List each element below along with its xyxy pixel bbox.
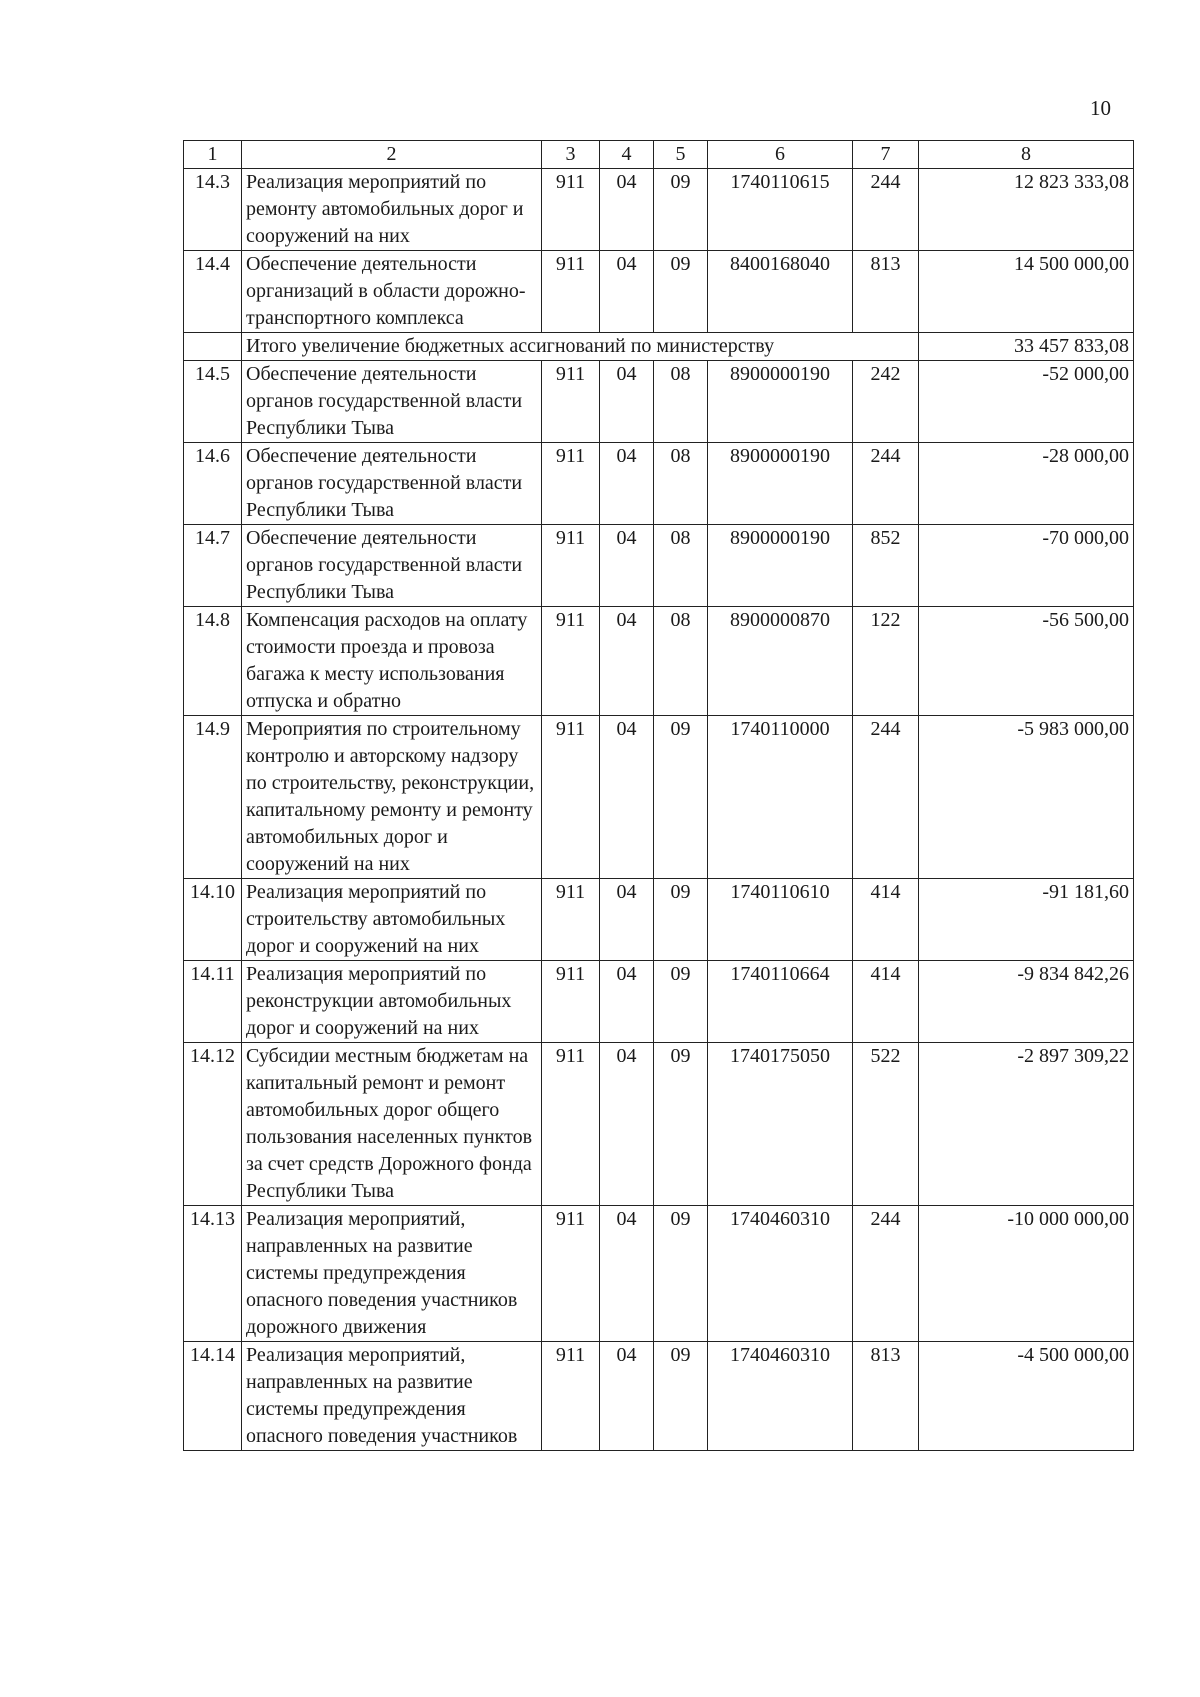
header-cell: 2: [242, 141, 542, 169]
header-cell: 7: [853, 141, 919, 169]
row-code-7: 852: [853, 525, 919, 607]
row-amount: -91 181,60: [919, 879, 1134, 961]
row-code-5: 09: [654, 1043, 708, 1206]
row-code-6: 8400168040: [708, 251, 853, 333]
row-code-6: 8900000870: [708, 607, 853, 716]
row-description: Компенсация расходов на оплату стоимости проезда и провоза багажа к месту использования отпуска и обратно: [242, 607, 542, 716]
row-code-7: 522: [853, 1043, 919, 1206]
total-row: [184, 333, 1134, 361]
rows-after-total: [184, 361, 1134, 1451]
row-number: 14.14: [184, 1342, 242, 1451]
row-code-3: 911: [542, 961, 600, 1043]
row-code-3: 911: [542, 716, 600, 879]
row-amount: -70 000,00: [919, 525, 1134, 607]
row-number: 14.11: [184, 961, 242, 1043]
row-code-4: 04: [600, 1043, 654, 1206]
row-number: 14.7: [184, 525, 242, 607]
row-code-3: 911: [542, 443, 600, 525]
table-row: [184, 1043, 1134, 1206]
header-cell: 5: [654, 141, 708, 169]
row-code-4: 04: [600, 525, 654, 607]
header-cell: 1: [184, 141, 242, 169]
table-row: [184, 443, 1134, 525]
row-number: 14.4: [184, 251, 242, 333]
row-description: Обеспечение деятельности органов государственной власти Республики Тыва: [242, 525, 542, 607]
row-code-4: 04: [600, 1206, 654, 1342]
row-code-4: 04: [600, 443, 654, 525]
row-description: Мероприятия по строительному контролю и авторскому надзору по строительству, реконструкции, капитальному ремонту и ремонту автомобильных дорог и сооружений на них: [242, 716, 542, 879]
table-row: [184, 361, 1134, 443]
row-number: 14.12: [184, 1043, 242, 1206]
table-row: [184, 1206, 1134, 1342]
row-code-3: 911: [542, 1206, 600, 1342]
total-label: Итого увеличение бюджетных ассигнований по министерству: [242, 333, 919, 361]
table-row: [184, 961, 1134, 1043]
rows-before-total: [184, 169, 1134, 333]
row-description: Обеспечение деятельности органов государственной власти Республики Тыва: [242, 443, 542, 525]
row-code-3: 911: [542, 1342, 600, 1451]
row-code-5: 09: [654, 1206, 708, 1342]
row-code-6: 1740110610: [708, 879, 853, 961]
row-description: Реализация мероприятий, направленных на развитие системы предупреждения опасного поведения участников дорожного движения: [242, 1206, 542, 1342]
row-code-7: 244: [853, 1206, 919, 1342]
row-description: Обеспечение деятельности организаций в области дорожно-транспортного комплекса: [242, 251, 542, 333]
row-code-5: 08: [654, 443, 708, 525]
row-amount: 12 823 333,08: [919, 169, 1134, 251]
row-code-5: 09: [654, 716, 708, 879]
row-amount: -4 500 000,00: [919, 1342, 1134, 1451]
row-code-4: 04: [600, 251, 654, 333]
row-code-5: 09: [654, 961, 708, 1043]
row-code-3: 911: [542, 607, 600, 716]
row-amount: -2 897 309,22: [919, 1043, 1134, 1206]
row-amount: -9 834 842,26: [919, 961, 1134, 1043]
row-amount: -28 000,00: [919, 443, 1134, 525]
table-row: [184, 169, 1134, 251]
row-code-5: 08: [654, 361, 708, 443]
table-row: [184, 251, 1134, 333]
row-code-7: 813: [853, 1342, 919, 1451]
row-code-6: 1740110664: [708, 961, 853, 1043]
row-code-5: 09: [654, 1342, 708, 1451]
row-code-4: 04: [600, 1342, 654, 1451]
row-number: 14.13: [184, 1206, 242, 1342]
row-description: Обеспечение деятельности органов государственной власти Республики Тыва: [242, 361, 542, 443]
row-number: 14.6: [184, 443, 242, 525]
page-number: 10: [1090, 96, 1111, 120]
row-code-5: 08: [654, 525, 708, 607]
table-row: [184, 716, 1134, 879]
row-code-7: 414: [853, 961, 919, 1043]
row-code-3: 911: [542, 1043, 600, 1206]
row-code-7: 244: [853, 443, 919, 525]
row-code-5: 08: [654, 607, 708, 716]
row-code-6: 8900000190: [708, 361, 853, 443]
row-code-3: 911: [542, 251, 600, 333]
row-code-4: 04: [600, 169, 654, 251]
row-number: 14.5: [184, 361, 242, 443]
table-row: [184, 607, 1134, 716]
total-empty-cell: [184, 333, 242, 361]
row-code-4: 04: [600, 607, 654, 716]
row-description: Реализация мероприятий по ремонту автомобильных дорог и сооружений на них: [242, 169, 542, 251]
row-description: Реализация мероприятий по строительству автомобильных дорог и сооружений на них: [242, 879, 542, 961]
row-code-6: 1740110615: [708, 169, 853, 251]
row-description: Реализация мероприятий по реконструкции автомобильных дорог и сооружений на них: [242, 961, 542, 1043]
table-row: [184, 1342, 1134, 1451]
row-code-5: 09: [654, 251, 708, 333]
row-amount: -56 500,00: [919, 607, 1134, 716]
row-description: Субсидии местным бюджетам на капитальный ремонт и ремонт автомобильных дорог общего пользования населенных пунктов за счет средств Дорожного фонда Республики Тыва: [242, 1043, 542, 1206]
row-code-6: 1740460310: [708, 1342, 853, 1451]
table-row: [184, 879, 1134, 961]
table-row: [184, 525, 1134, 607]
row-number: 14.10: [184, 879, 242, 961]
row-number: 14.3: [184, 169, 242, 251]
header-cell: 4: [600, 141, 654, 169]
row-code-5: 09: [654, 169, 708, 251]
row-code-4: 04: [600, 961, 654, 1043]
row-amount: -10 000 000,00: [919, 1206, 1134, 1342]
row-code-7: 244: [853, 716, 919, 879]
total-amount: 33 457 833,08: [919, 333, 1134, 361]
row-code-6: 8900000190: [708, 525, 853, 607]
row-amount: -52 000,00: [919, 361, 1134, 443]
row-amount: 14 500 000,00: [919, 251, 1134, 333]
row-code-6: 1740460310: [708, 1206, 853, 1342]
row-code-7: 122: [853, 607, 919, 716]
row-code-4: 04: [600, 879, 654, 961]
row-description: Реализация мероприятий, направленных на развитие системы предупреждения опасного поведения участников: [242, 1342, 542, 1451]
row-number: 14.8: [184, 607, 242, 716]
total-section: [184, 333, 1134, 361]
header-cell: 6: [708, 141, 853, 169]
header-cell: 3: [542, 141, 600, 169]
row-code-7: 244: [853, 169, 919, 251]
row-code-6: 1740175050: [708, 1043, 853, 1206]
row-code-3: 911: [542, 879, 600, 961]
row-code-3: 911: [542, 169, 600, 251]
row-code-4: 04: [600, 361, 654, 443]
header-cell: 8: [919, 141, 1134, 169]
row-code-6: 8900000190: [708, 443, 853, 525]
row-code-3: 911: [542, 525, 600, 607]
row-code-5: 09: [654, 879, 708, 961]
budget-table: [183, 140, 1134, 1451]
row-code-7: 242: [853, 361, 919, 443]
row-code-3: 911: [542, 361, 600, 443]
row-code-6: 1740110000: [708, 716, 853, 879]
row-number: 14.9: [184, 716, 242, 879]
row-code-4: 04: [600, 716, 654, 879]
row-code-7: 414: [853, 879, 919, 961]
row-code-7: 813: [853, 251, 919, 333]
header-row: [184, 141, 1134, 169]
row-amount: -5 983 000,00: [919, 716, 1134, 879]
